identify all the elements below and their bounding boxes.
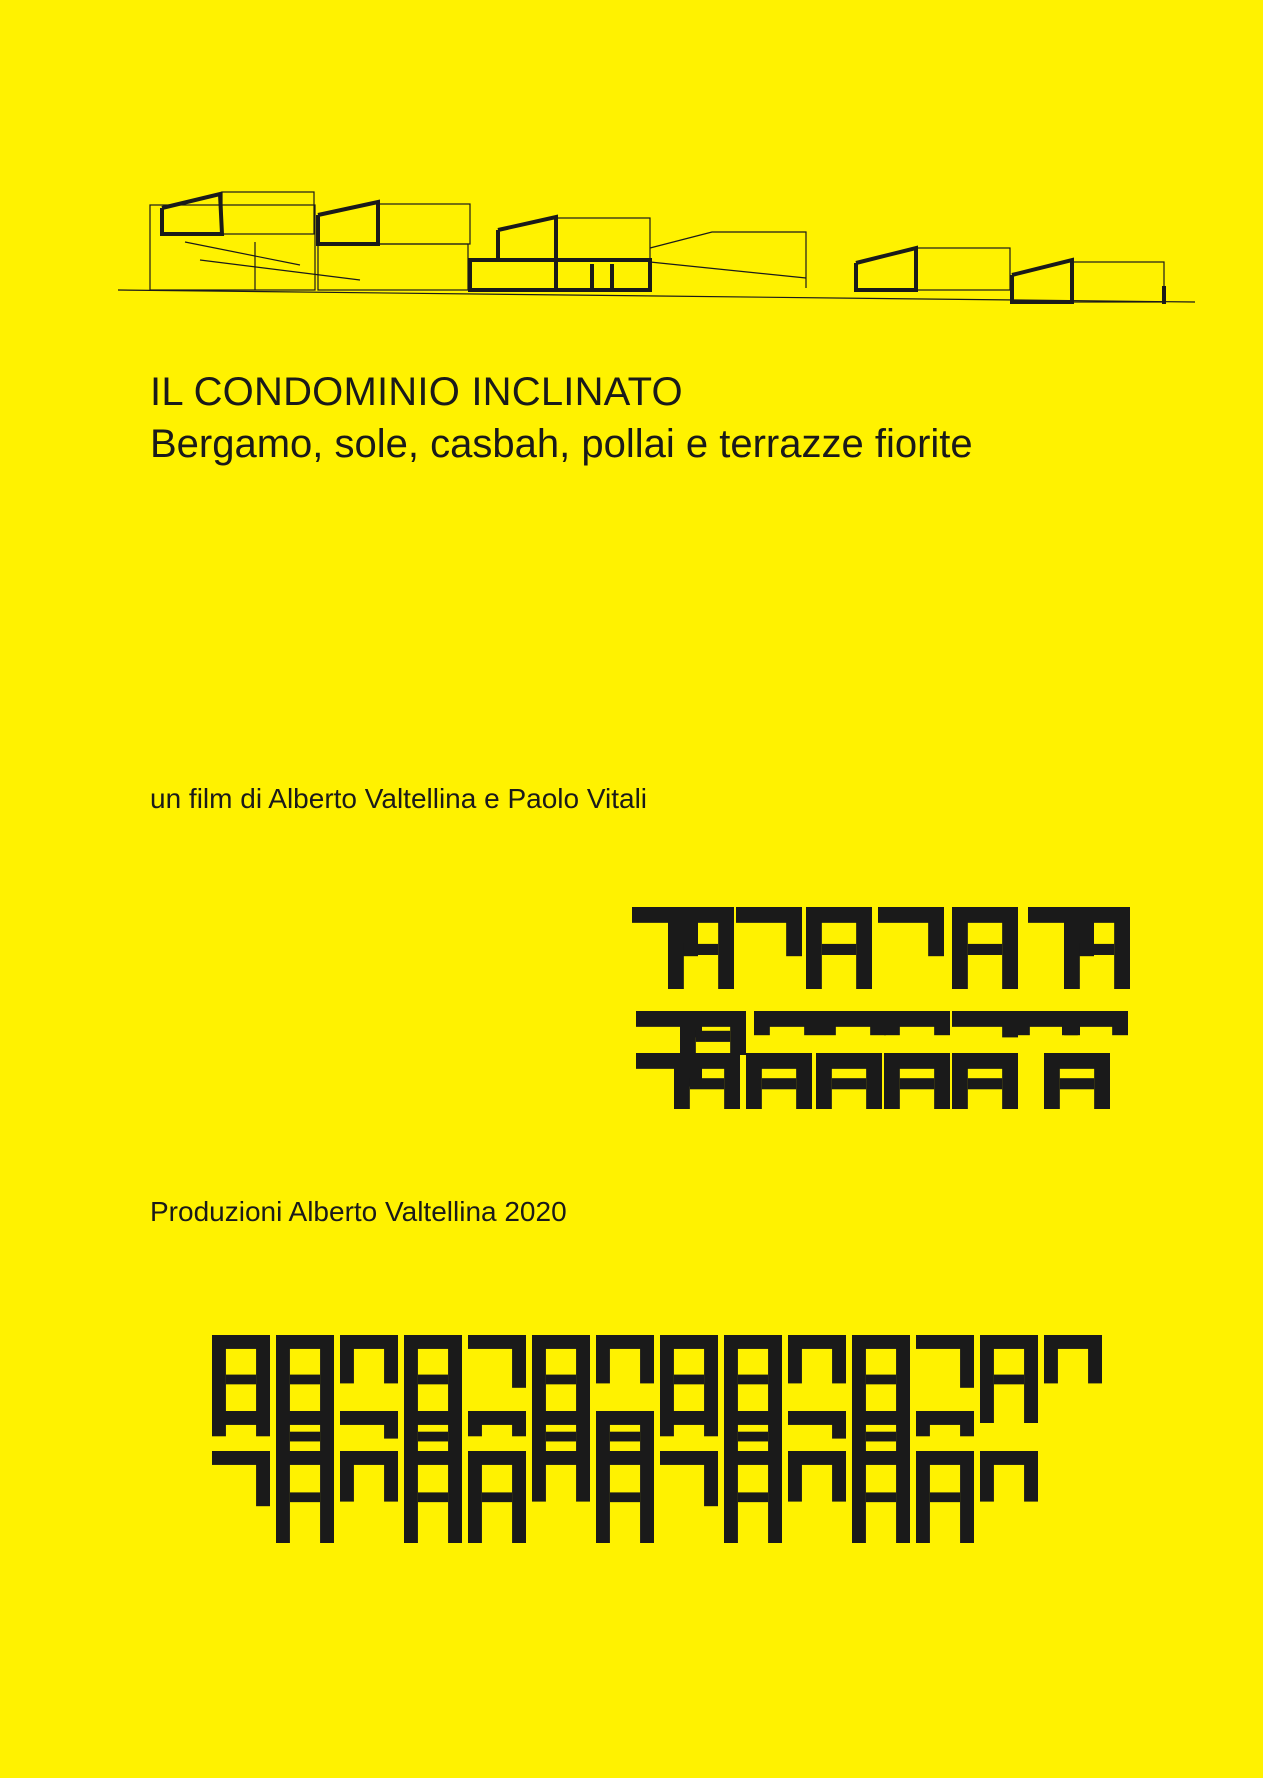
block-glyph [1064,907,1130,989]
block-glyph [852,1451,910,1543]
block-glyph [468,1335,526,1388]
block-glyph [916,1451,974,1543]
block-glyph [468,1451,526,1543]
block-glyph [788,1411,846,1439]
block-glyph [404,1335,462,1423]
block-glyph [916,1411,974,1436]
block-glyph [532,1335,590,1423]
block-glyph [884,1011,950,1035]
block-glyph [660,1335,718,1423]
block-glyph [674,1053,740,1109]
block-glyph [596,1451,654,1543]
block-glyph [746,1053,812,1109]
block-glyph [852,1335,910,1423]
block-glyph [212,1335,270,1423]
block-glyph [724,1411,782,1457]
block-glyph [660,1451,718,1506]
block-glyph [980,1335,1038,1423]
block-glyph [852,1411,910,1457]
block-glyph [788,1335,846,1383]
block-glyph [884,1053,950,1109]
block-glyph [754,1011,820,1035]
block-glyph [820,1011,886,1035]
block-glyph [212,1451,270,1506]
block-glyph [680,1011,746,1055]
block-glyph [532,1411,590,1457]
block-glyph [340,1411,398,1439]
block-glyph [276,1411,334,1457]
block-glyph [878,907,944,956]
block-glyph [724,1451,782,1543]
film-subtitle: Bergamo, sole, casbah, pollai e terrazze fiorite [150,422,973,466]
block-glyph [980,1451,1038,1502]
block-glyph [736,907,802,956]
director-credits: un film di Alberto Valtellina e Paolo Vitali [150,783,648,814]
block-glyph-pattern-large [0,1325,1263,1545]
block-glyph [1044,1335,1102,1383]
block-glyph [532,1451,590,1502]
block-glyph [788,1451,846,1502]
block-glyph [660,1411,718,1436]
block-glyph [468,1411,526,1436]
block-glyph [340,1335,398,1383]
block-glyph [596,1335,654,1383]
block-glyph [952,1011,1018,1037]
block-glyph [212,1411,270,1436]
production-credit: Produzioni Alberto Valtellina 2020 [150,1196,567,1227]
block-glyph [596,1411,654,1457]
block-glyph-pattern-small [0,895,1263,1135]
block-glyph [404,1451,462,1543]
block-glyph [404,1411,462,1457]
block-glyph [276,1451,334,1543]
building-elevation-drawing [0,180,1263,320]
block-glyph [1062,1011,1128,1035]
film-title: IL CONDOMINIO INCLINATO [150,370,683,414]
block-glyph [1044,1053,1110,1109]
block-glyph [816,1053,882,1109]
block-glyph [952,907,1018,989]
block-glyph [916,1335,974,1388]
block-glyph [340,1451,398,1502]
block-glyph [724,1335,782,1423]
block-glyph [276,1335,334,1423]
block-glyph [952,1053,1018,1109]
block-glyph [806,907,872,989]
block-glyph [668,907,734,989]
